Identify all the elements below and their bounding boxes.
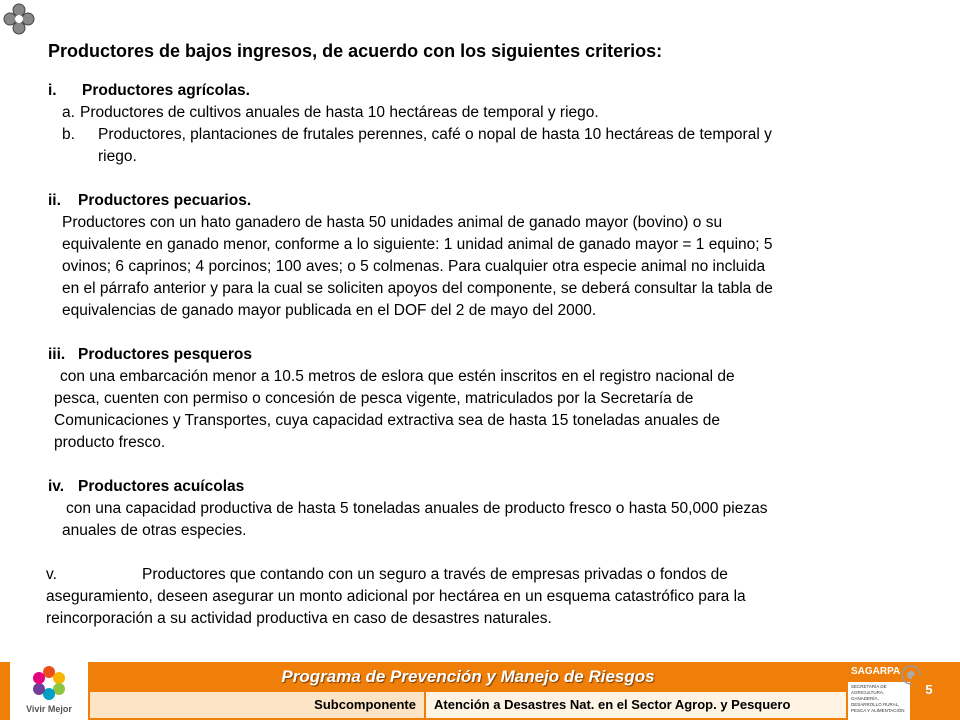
item-text: Productores de cultivos anuales de hasta 10 hectáreas de temporal y riego. <box>80 104 599 121</box>
paragraph-line: producto fresco. <box>54 434 166 451</box>
paragraph-line: reincorporación a su actividad productiva en caso de desastres naturales. <box>46 610 552 627</box>
sagarpa-subtitle: SECRETARÍA DE AGRICULTURA, GANADERÍA, DESARROLLO RURAL, PESCA Y ALIMENTACIÓN <box>851 684 905 713</box>
paragraph-line: con una embarcación menor a 10.5 metros de eslora que estén inscritos en el registro nacional de <box>60 368 735 385</box>
section-agricolas <box>42 80 942 168</box>
section-number: ii. <box>48 192 61 209</box>
subcomponent-row <box>90 692 846 718</box>
paragraph-line: con una capacidad productiva de hasta 5 toneladas anuales de producto fresco o hasta 50,000 piezas <box>66 500 768 517</box>
section-title-text: Productores pesqueros <box>78 346 252 363</box>
vivir-mejor-text: Vivir Mejor <box>26 704 72 714</box>
paragraph-line <box>46 564 942 586</box>
paragraph-line: Productores con un hato ganadero de hasta 50 unidades animal de ganado mayor (bovino) o su <box>62 214 723 231</box>
subcomponent-value: Atención a Desastres Nat. en el Sector Agrop. y Pesquero <box>424 692 846 718</box>
section-pecuarios <box>42 190 942 322</box>
item-text-continued: riego. <box>98 148 137 165</box>
section-acuicolas <box>42 476 942 542</box>
section-pesqueros <box>42 344 942 454</box>
list-item <box>62 124 942 146</box>
section-title <box>48 80 942 102</box>
section-number: v. <box>46 566 57 583</box>
page-number: 5 <box>925 682 933 697</box>
paragraph-line: Comunicaciones y Transportes, cuya capacidad extractiva sea de hasta 15 toneladas anuales de <box>54 412 721 429</box>
paragraph-line: aseguramiento, deseen asegurar un monto adicional por hectárea en un esquema catastrófico para la <box>46 588 746 605</box>
section-title <box>48 344 942 366</box>
list-item <box>62 102 942 124</box>
page-number-box <box>912 676 946 718</box>
subcomponent-label: Subcomponente <box>314 697 416 712</box>
section-number: iv. <box>48 478 65 495</box>
paragraph-line: anuales de otras especies. <box>62 522 247 539</box>
section-seguro <box>42 564 942 630</box>
page-title: Productores de bajos ingresos, de acuerdo con los siguientes criterios: <box>48 41 663 61</box>
paragraph-line: ovinos; 6 caprinos; 4 porcinos; 100 aves; o 5 colmenas. Para cualquier otra especie animal no incluida <box>62 258 766 275</box>
section-number: i. <box>48 82 57 99</box>
program-title: Programa de Prevención y Manejo de Riesgos <box>90 662 846 692</box>
item-text: Productores, plantaciones de frutales perennes, café o nopal de hasta 10 hectáreas de temporal y <box>98 126 772 143</box>
sagarpa-logo <box>848 662 910 720</box>
item-letter: b. <box>62 126 75 143</box>
paragraph-text: Productores que contando con un seguro a través de empresas privadas o fondos de <box>142 566 728 583</box>
section-number: iii. <box>48 346 66 363</box>
paragraph-line: en el párrafo anterior y para la cual se soliciten apoyos del componente, se deberá consultar la tabla de <box>62 280 773 297</box>
section-title <box>48 190 942 212</box>
sagarpa-name: SAGARPA <box>848 662 910 682</box>
section-title <box>48 476 942 498</box>
paragraph-line: equivalencias de ganado mayor publicada en el DOF del 2 de mayo del 2000. <box>62 302 597 319</box>
document-body <box>42 40 942 630</box>
vivir-mejor-logo <box>10 662 88 720</box>
paragraph-line: equivalente en ganado menor, conforme a lo siguiente: 1 unidad animal de ganado mayor = 1 equino; 5 <box>62 236 773 253</box>
item-letter: a. <box>62 104 75 121</box>
corner-logo-icon <box>2 2 36 42</box>
flower-logo-icon <box>10 662 88 706</box>
section-title-text: Productores pecuarios. <box>78 192 252 209</box>
paragraph-line: pesca, cuenten con permiso o concesión de pesca vigente, matriculados por la Secretaría de <box>54 390 694 407</box>
section-title-text: Productores agrícolas. <box>82 82 250 99</box>
section-title-text: Productores acuícolas <box>78 478 245 495</box>
